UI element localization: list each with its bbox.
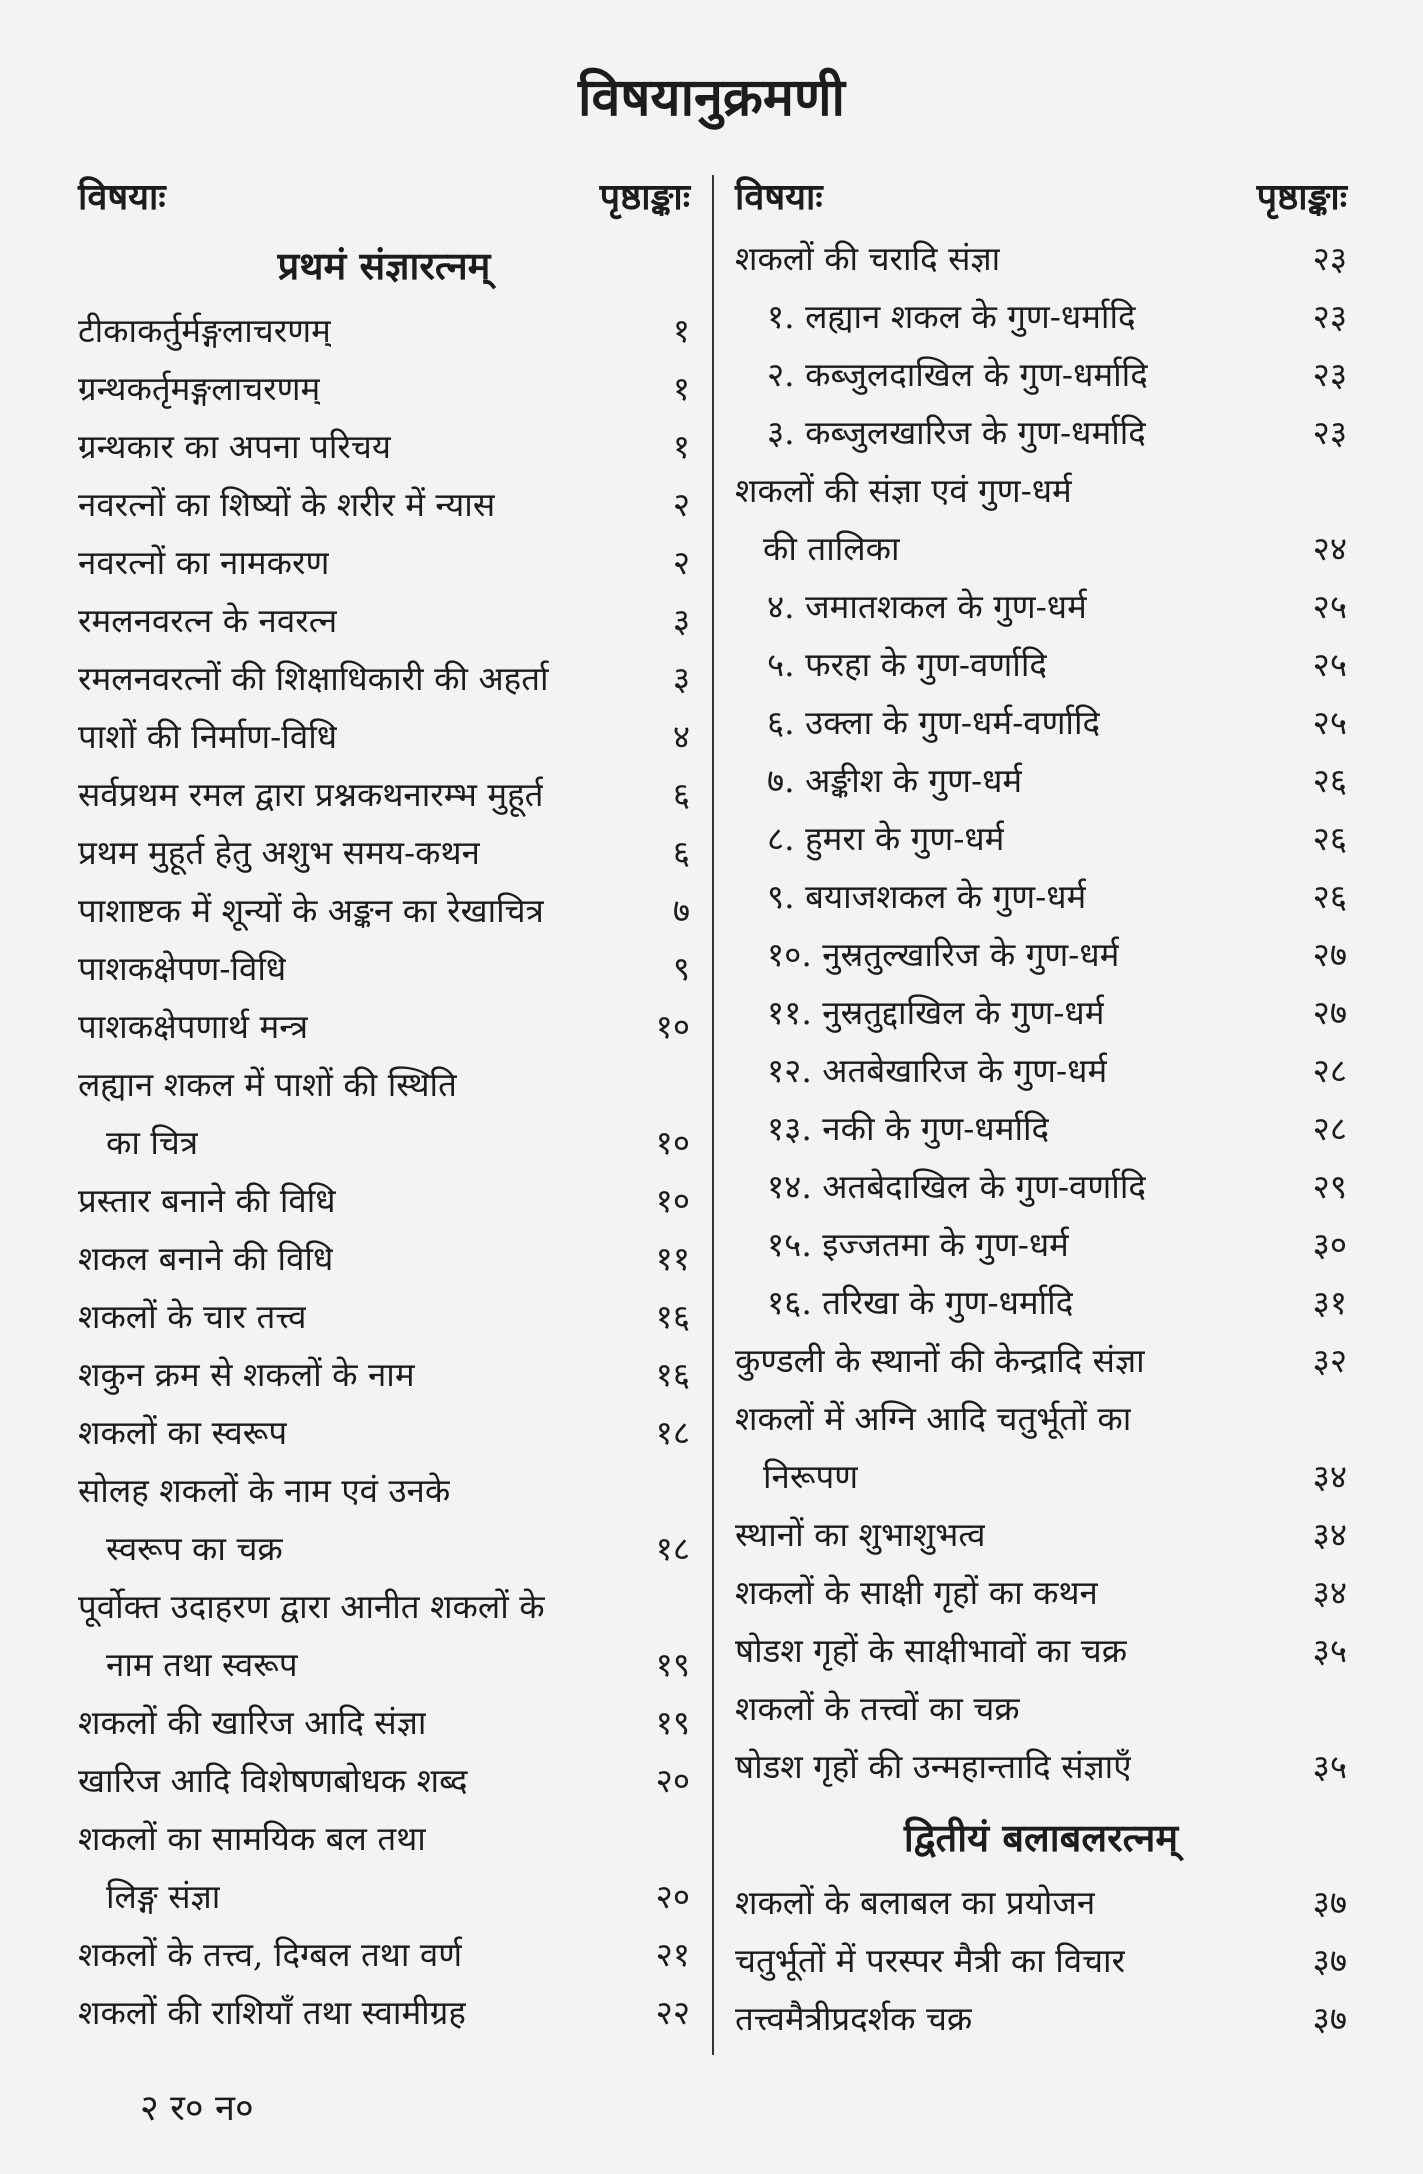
- toc-entry: [735, 984, 1347, 1042]
- entry-title: पाशकक्षेपणार्थ मन्त्र: [78, 1007, 309, 1046]
- entry-page-number: १: [672, 369, 690, 408]
- toc-entry: [78, 1984, 690, 2042]
- toc-entry: [735, 1390, 1347, 1448]
- entry-title: शकलों में अग्नि आदि चतुर्भूतों का: [735, 1399, 1132, 1438]
- left-entry-list: [78, 302, 690, 2042]
- entry-title: चतुर्भूतों में परस्पर मैत्री का विचार: [735, 1941, 1126, 1980]
- entry-title: निरूपण: [763, 1457, 859, 1496]
- toc-entry: [735, 1874, 1347, 1932]
- toc-entry: [735, 404, 1347, 462]
- toc-entry: [78, 418, 690, 476]
- toc-entry: [735, 1448, 1347, 1506]
- toc-entry: [735, 810, 1347, 868]
- toc-entry: [735, 1680, 1347, 1738]
- entry-title: ४. जमातशकल के गुण-धर्म: [767, 587, 1087, 626]
- entry-page-number: ११: [655, 1239, 690, 1278]
- entry-page-number: ४: [672, 717, 690, 756]
- right-entry-list-2: [735, 1874, 1347, 2048]
- toc-entry: [735, 694, 1347, 752]
- toc-entry: [735, 520, 1347, 578]
- entry-title: शकल बनाने की विधि: [78, 1239, 334, 1278]
- toc-entry: [78, 1404, 690, 1462]
- toc-entry: [78, 1926, 690, 1984]
- entry-page-number: २३: [1312, 239, 1347, 278]
- entry-title: शकलों की चरादि संज्ञा: [735, 239, 1001, 278]
- toc-entry: [78, 1114, 690, 1172]
- entry-page-number: २१: [655, 1935, 690, 1974]
- entry-title: सर्वप्रथम रमल द्वारा प्रश्नकथनारम्भ मुहूर्त: [78, 775, 544, 814]
- entry-title: ११. नुस्रतुद्दाखिल के गुण-धर्म: [767, 993, 1105, 1032]
- toc-entry: [735, 868, 1347, 926]
- entry-title: १२. अतबेखारिज के गुण-धर्म: [767, 1051, 1108, 1090]
- toc-entry: [78, 592, 690, 650]
- section-heading: प्रथमं संज्ञारत्नम्: [277, 243, 491, 288]
- entry-page-number: २९: [1312, 1167, 1347, 1206]
- entry-page-number: १०: [655, 1181, 690, 1220]
- toc-entry: [78, 534, 690, 592]
- entry-title: षोडश गृहों के साक्षीभावों का चक्र: [735, 1631, 1128, 1670]
- toc-entry: [735, 1564, 1347, 1622]
- toc-entry: [735, 1738, 1347, 1796]
- entry-page-number: ३७: [1312, 1883, 1347, 1922]
- toc-entry: [78, 476, 690, 534]
- entry-title: ३. कब्जुलखारिज के गुण-धर्मादि: [767, 413, 1146, 452]
- toc-entry: [78, 708, 690, 766]
- entry-title: षोडश गृहों की उन्महान्तादि संज्ञाएँ: [735, 1747, 1132, 1786]
- toc-entry: [78, 824, 690, 882]
- right-column-header: [735, 160, 1347, 230]
- toc-entry: [735, 1158, 1347, 1216]
- entry-page-number: २६: [1312, 877, 1347, 916]
- entry-page-number: १६: [655, 1297, 690, 1336]
- entry-title: ग्रन्थकर्तृमङ्गलाचरणम्: [78, 369, 321, 408]
- entry-title: पाशकक्षेपण-विधि: [78, 949, 287, 988]
- entry-page-number: २७: [1312, 935, 1347, 974]
- entry-page-number: ९: [672, 949, 690, 988]
- toc-entry: [78, 302, 690, 360]
- toc-entry: [735, 578, 1347, 636]
- left-column: [78, 160, 690, 2042]
- entry-page-number: २३: [1312, 297, 1347, 336]
- toc-entry: [735, 1932, 1347, 1990]
- entry-page-number: २३: [1312, 355, 1347, 394]
- toc-entry: [78, 766, 690, 824]
- entry-title: ग्रन्थकार का अपना परिचय: [78, 427, 391, 466]
- entry-page-number: १: [672, 427, 690, 466]
- entry-title: ८. हुमरा के गुण-धर्म: [767, 819, 1005, 858]
- entry-page-number: २२: [655, 1993, 690, 2032]
- entry-title: ५. फरहा के गुण-वर्णादि: [767, 645, 1047, 684]
- entry-title: पाशों की निर्माण-विधि: [78, 717, 338, 756]
- toc-entry: [78, 1346, 690, 1404]
- page-heading: पृष्ठाङ्काः: [1256, 175, 1347, 218]
- toc-entry: [78, 1172, 690, 1230]
- entry-title: १३. नकी के गुण-धर्मादि: [767, 1109, 1050, 1148]
- entry-page-number: १: [672, 311, 690, 350]
- toc-entry: [735, 230, 1347, 288]
- entry-page-number: २०: [655, 1761, 690, 1800]
- entry-title: नाम तथा स्वरूप: [106, 1645, 298, 1684]
- entry-page-number: २५: [1312, 587, 1347, 626]
- entry-page-number: ३५: [1312, 1747, 1347, 1786]
- entry-title: रमलनवरत्नों की शिक्षाधिकारी की अहर्ता: [78, 659, 549, 698]
- entry-title: शकलों की संज्ञा एवं गुण-धर्म: [735, 471, 1072, 510]
- entry-page-number: ३७: [1312, 1999, 1347, 2038]
- entry-page-number: ३५: [1312, 1631, 1347, 1670]
- entry-title: २. कब्जुलदाखिल के गुण-धर्मादि: [767, 355, 1148, 394]
- toc-entry: [735, 752, 1347, 810]
- entry-title: का चित्र: [106, 1123, 199, 1162]
- entry-page-number: २८: [1312, 1109, 1347, 1148]
- entry-page-number: २५: [1312, 703, 1347, 742]
- entry-page-number: २७: [1312, 993, 1347, 1032]
- entry-title: शकलों के तत्त्वों का चक्र: [735, 1689, 1020, 1728]
- entry-title: रमलनवरत्न के नवरत्न: [78, 601, 338, 640]
- entry-title: तत्त्वमैत्रीप्रदर्शक चक्र: [735, 1999, 973, 2038]
- entry-page-number: ६: [672, 833, 690, 872]
- entry-page-number: १०: [655, 1007, 690, 1046]
- entry-page-number: १६: [655, 1355, 690, 1394]
- entry-page-number: ३२: [1312, 1341, 1347, 1380]
- entry-title: १. लह्यान शकल के गुण-धर्मादि: [767, 297, 1136, 336]
- entry-title: की तालिका: [763, 529, 900, 568]
- entry-page-number: २६: [1312, 761, 1347, 800]
- footer-signature-mark: २ र० न०: [140, 2088, 254, 2129]
- toc-entry: [78, 1694, 690, 1752]
- toc-entry: [78, 1230, 690, 1288]
- entry-page-number: २: [672, 485, 690, 524]
- toc-entry: [78, 360, 690, 418]
- entry-title: शकलों की खारिज आदि संज्ञा: [78, 1703, 427, 1742]
- toc-entry: [78, 1578, 690, 1636]
- toc-entry: [78, 1520, 690, 1578]
- entry-title: नवरत्नों का शिष्यों के शरीर में न्यास: [78, 485, 496, 524]
- toc-entry: [735, 1216, 1347, 1274]
- subject-heading: विषयाः: [78, 175, 166, 218]
- entry-title: शकलों के चार तत्त्व: [78, 1297, 307, 1336]
- entry-title: सोलह शकलों के नाम एवं उनके: [78, 1471, 451, 1510]
- right-entry-list: [735, 230, 1347, 1796]
- toc-entry: [78, 940, 690, 998]
- toc-entry: [735, 462, 1347, 520]
- entry-title: पूर्वोक्त उदाहरण द्वारा आनीत शकलों के: [78, 1587, 545, 1626]
- toc-entry: [78, 1462, 690, 1520]
- entry-title: शकलों के बलाबल का प्रयोजन: [735, 1883, 1096, 1922]
- entry-title: १५. इज्जतमा के गुण-धर्म: [767, 1225, 1069, 1264]
- entry-page-number: २४: [1312, 529, 1347, 568]
- toc-entry: [78, 882, 690, 940]
- entry-title: लिङ्ग संज्ञा: [106, 1877, 221, 1916]
- entry-title: कुण्डली के स्थानों की केन्द्रादि संज्ञा: [735, 1341, 1145, 1380]
- toc-entry: [78, 650, 690, 708]
- entry-page-number: ३७: [1312, 1941, 1347, 1980]
- entry-title: प्रस्तार बनाने की विधि: [78, 1181, 336, 1220]
- toc-entry: [78, 1288, 690, 1346]
- entry-page-number: २०: [655, 1877, 690, 1916]
- section-heading: द्वितीयं बलाबलरत्नम्: [903, 1815, 1179, 1860]
- entry-title: स्थानों का शुभाशुभत्व: [735, 1515, 986, 1554]
- toc-entry: [735, 1622, 1347, 1680]
- toc-entry: [78, 1056, 690, 1114]
- entry-title: प्रथम मुहूर्त हेतु अशुभ समय-कथन: [78, 833, 480, 872]
- entry-page-number: १९: [655, 1703, 690, 1742]
- page-title: विषयानुक्रमणी: [577, 67, 846, 128]
- toc-entry: [78, 1636, 690, 1694]
- subject-heading: विषयाः: [735, 175, 823, 218]
- toc-entry: [735, 288, 1347, 346]
- entry-page-number: २६: [1312, 819, 1347, 858]
- entry-title: टीकाकर्तुर्मङ्गलाचरणम्: [78, 311, 331, 350]
- page-heading: पृष्ठाङ्काः: [599, 175, 690, 218]
- entry-title: शकलों का सामयिक बल तथा: [78, 1819, 426, 1858]
- toc-entry: [735, 1274, 1347, 1332]
- entry-title: १०. नुस्रतुल्खारिज के गुण-धर्म: [767, 935, 1120, 974]
- entry-title: ७. अङ्कीश के गुण-धर्म: [767, 761, 1023, 800]
- entry-title: शकुन क्रम से शकलों के नाम: [78, 1355, 415, 1394]
- entry-page-number: ३४: [1312, 1573, 1347, 1612]
- entry-page-number: २५: [1312, 645, 1347, 684]
- entry-page-number: २८: [1312, 1051, 1347, 1090]
- toc-entry: [78, 1810, 690, 1868]
- entry-title: लह्यान शकल में पाशों की स्थिति: [78, 1065, 457, 1104]
- entry-title: शकलों के तत्त्व, दिग्बल तथा वर्ण: [78, 1935, 463, 1974]
- toc-entry: [735, 926, 1347, 984]
- right-column: [735, 160, 1347, 2048]
- column-divider: [712, 175, 714, 2055]
- entry-title: स्वरूप का चक्र: [106, 1529, 283, 1568]
- entry-page-number: ३१: [1312, 1283, 1347, 1322]
- entry-title: नवरत्नों का नामकरण: [78, 543, 330, 582]
- entry-page-number: ३०: [1312, 1225, 1347, 1264]
- entry-title: शकलों का स्वरूप: [78, 1413, 288, 1452]
- entry-page-number: १९: [655, 1645, 690, 1684]
- entry-title: शकलों के साक्षी गृहों का कथन: [735, 1573, 1098, 1612]
- toc-entry: [735, 1506, 1347, 1564]
- entry-page-number: ६: [672, 775, 690, 814]
- toc-entry: [735, 636, 1347, 694]
- entry-title: ६. उक्ला के गुण-धर्म-वर्णादि: [767, 703, 1101, 742]
- toc-entry: [78, 1752, 690, 1810]
- toc-entry: [735, 1100, 1347, 1158]
- entry-title: ९. बयाजशकल के गुण-धर्म: [767, 877, 1087, 916]
- entry-page-number: ३: [672, 601, 690, 640]
- entry-page-number: ३: [672, 659, 690, 698]
- left-column-header: [78, 160, 690, 230]
- entry-page-number: १८: [655, 1413, 690, 1452]
- entry-page-number: ७: [672, 891, 690, 930]
- entry-page-number: २३: [1312, 413, 1347, 452]
- toc-entry: [78, 1868, 690, 1926]
- toc-entry: [735, 1990, 1347, 2048]
- entry-title: १४. अतबेदाखिल के गुण-वर्णादि: [767, 1167, 1146, 1206]
- toc-entry: [735, 1042, 1347, 1100]
- entry-page-number: १८: [655, 1529, 690, 1568]
- entry-title: खारिज आदि विशेषणबोधक शब्द: [78, 1761, 468, 1800]
- entry-title: शकलों की राशियाँ तथा स्वामीग्रह: [78, 1993, 466, 2032]
- entry-page-number: ३४: [1312, 1515, 1347, 1554]
- entry-title: पाशाष्टक में शून्यों के अङ्कन का रेखाचित्र: [78, 891, 544, 930]
- entry-page-number: १०: [655, 1123, 690, 1162]
- entry-page-number: ३४: [1312, 1457, 1347, 1496]
- toc-entry: [78, 998, 690, 1056]
- entry-title: १६. तरिखा के गुण-धर्मादि: [767, 1283, 1074, 1322]
- toc-entry: [735, 1332, 1347, 1390]
- entry-page-number: २: [672, 543, 690, 582]
- toc-entry: [735, 346, 1347, 404]
